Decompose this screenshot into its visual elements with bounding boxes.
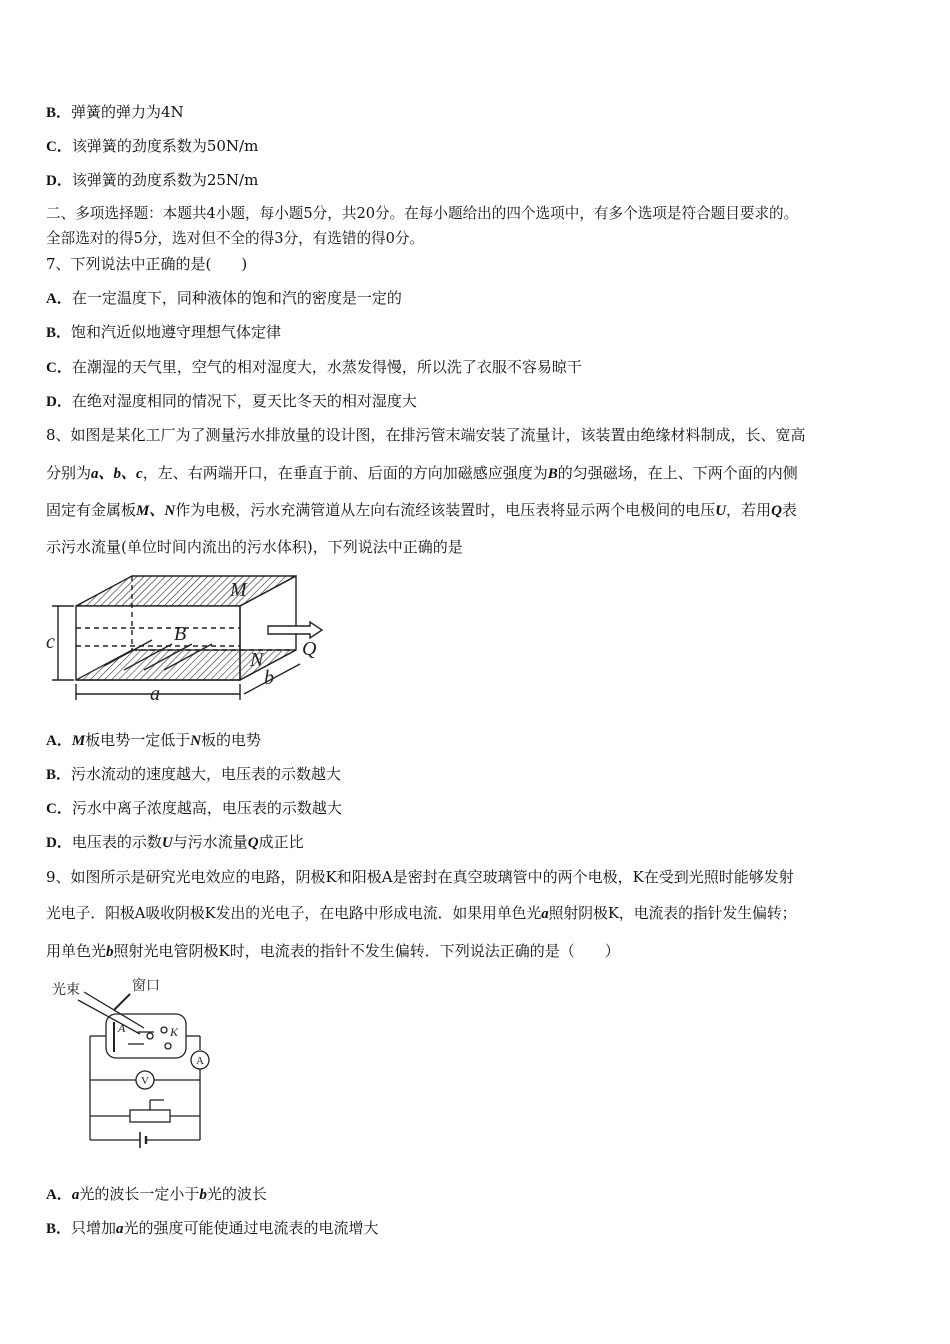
label-q: Q	[302, 638, 317, 660]
q8-stem-line2: 分别为a、b、c，左、右两端开口，在垂直于前、后面的方向加磁感应强度为B的匀强磁场，在上、下两个面的内侧	[46, 464, 798, 482]
option-b: B．弹簧的弹力为4N	[46, 103, 184, 121]
q8-option-d: D．电压表的示数U与污水流量Q成正比	[46, 833, 304, 851]
section-header-line2: 全部选对的得5分，选对但不全的得3分，有选错的得0分。	[46, 230, 425, 247]
label-cathode: K	[170, 1025, 179, 1039]
option-d: D．该弹簧的劲度系数为25N/m	[46, 171, 259, 189]
q9-option-a: A．a光的波长一定小于b光的波长	[46, 1185, 267, 1203]
q9-stem-line1: 9、如图所示是研究光电效应的电路，阴极K和阳极A是密封在真空玻璃管中的两个电极，K在受到光照时能够发射	[46, 868, 794, 886]
q8-stem-line3: 固定有金属板M、N作为电极，污水充满管道从左向右流经该装置时，电压表将显示两个电极间的电压U，若用Q表	[46, 501, 797, 519]
q8-option-b: B．污水流动的速度越大，电压表的示数越大	[46, 765, 342, 783]
label-a: a	[150, 683, 160, 705]
q7-option-a: A．在一定温度下，同种液体的饱和汽的密度是一定的	[46, 289, 402, 307]
label-b-field: B	[174, 623, 187, 645]
label-window: 窗口	[132, 978, 160, 994]
label-ammeter: A	[196, 1055, 204, 1067]
option-c: C．该弹簧的劲度系数为50N/m	[46, 137, 259, 155]
q8-option-c: C．污水中离子浓度越高，电压表的示数越大	[46, 799, 342, 817]
flowmeter-figure	[44, 570, 334, 705]
q8-stem-line4: 示污水流量(单位时间内流出的污水体积)，下列说法中正确的是	[46, 538, 463, 556]
q9-stem-line3: 用单色光b照射光电管阴极K时，电流表的指针不发生偏转．下列说法正确的是（ ）	[46, 942, 620, 960]
section-header-line1: 二、多项选择题：本题共4小题，每小题5分，共20分。在每小题给出的四个选项中，有多个选项是符合题目要求的。	[46, 205, 799, 222]
q9-option-b: B．只增加a光的强度可能使通过电流表的电流增大	[46, 1219, 379, 1237]
q7-option-c: C．在潮湿的天气里，空气的相对湿度大，水蒸发得慢，所以洗了衣服不容易晾干	[46, 358, 582, 376]
label-anode: A	[118, 1021, 126, 1035]
photoelectric-circuit-figure	[44, 970, 219, 1155]
q7-stem: 7、下列说法中正确的是( )	[46, 255, 248, 273]
label-c: c	[46, 631, 55, 653]
rheostat	[130, 1110, 170, 1122]
q7-option-b: B．饱和汽近似地遵守理想气体定律	[46, 323, 282, 341]
label-n: N	[250, 649, 264, 671]
label-light-beam: 光束	[52, 982, 80, 998]
q8-stem-line1: 8、如图是某化工厂为了测量污水排放量的设计图，在排污管末端安装了流量计，该装置由绝缘材料制成，长、宽高	[46, 426, 806, 444]
q8-option-a: A．M板电势一定低于N板的电势	[46, 731, 262, 749]
label-m: M	[230, 579, 247, 601]
label-b: b	[264, 667, 274, 689]
plate-m	[76, 576, 296, 606]
q7-option-d: D．在绝对湿度相同的情况下，夏天比冬天的相对湿度大	[46, 392, 417, 410]
q9-stem-line2: 光电子．阳极A吸收阴极K发出的光电子，在电路中形成电流．如果用单色光a照射阴极K，电流表的指针发生偏转；	[46, 905, 797, 922]
label-voltmeter: V	[141, 1075, 149, 1087]
